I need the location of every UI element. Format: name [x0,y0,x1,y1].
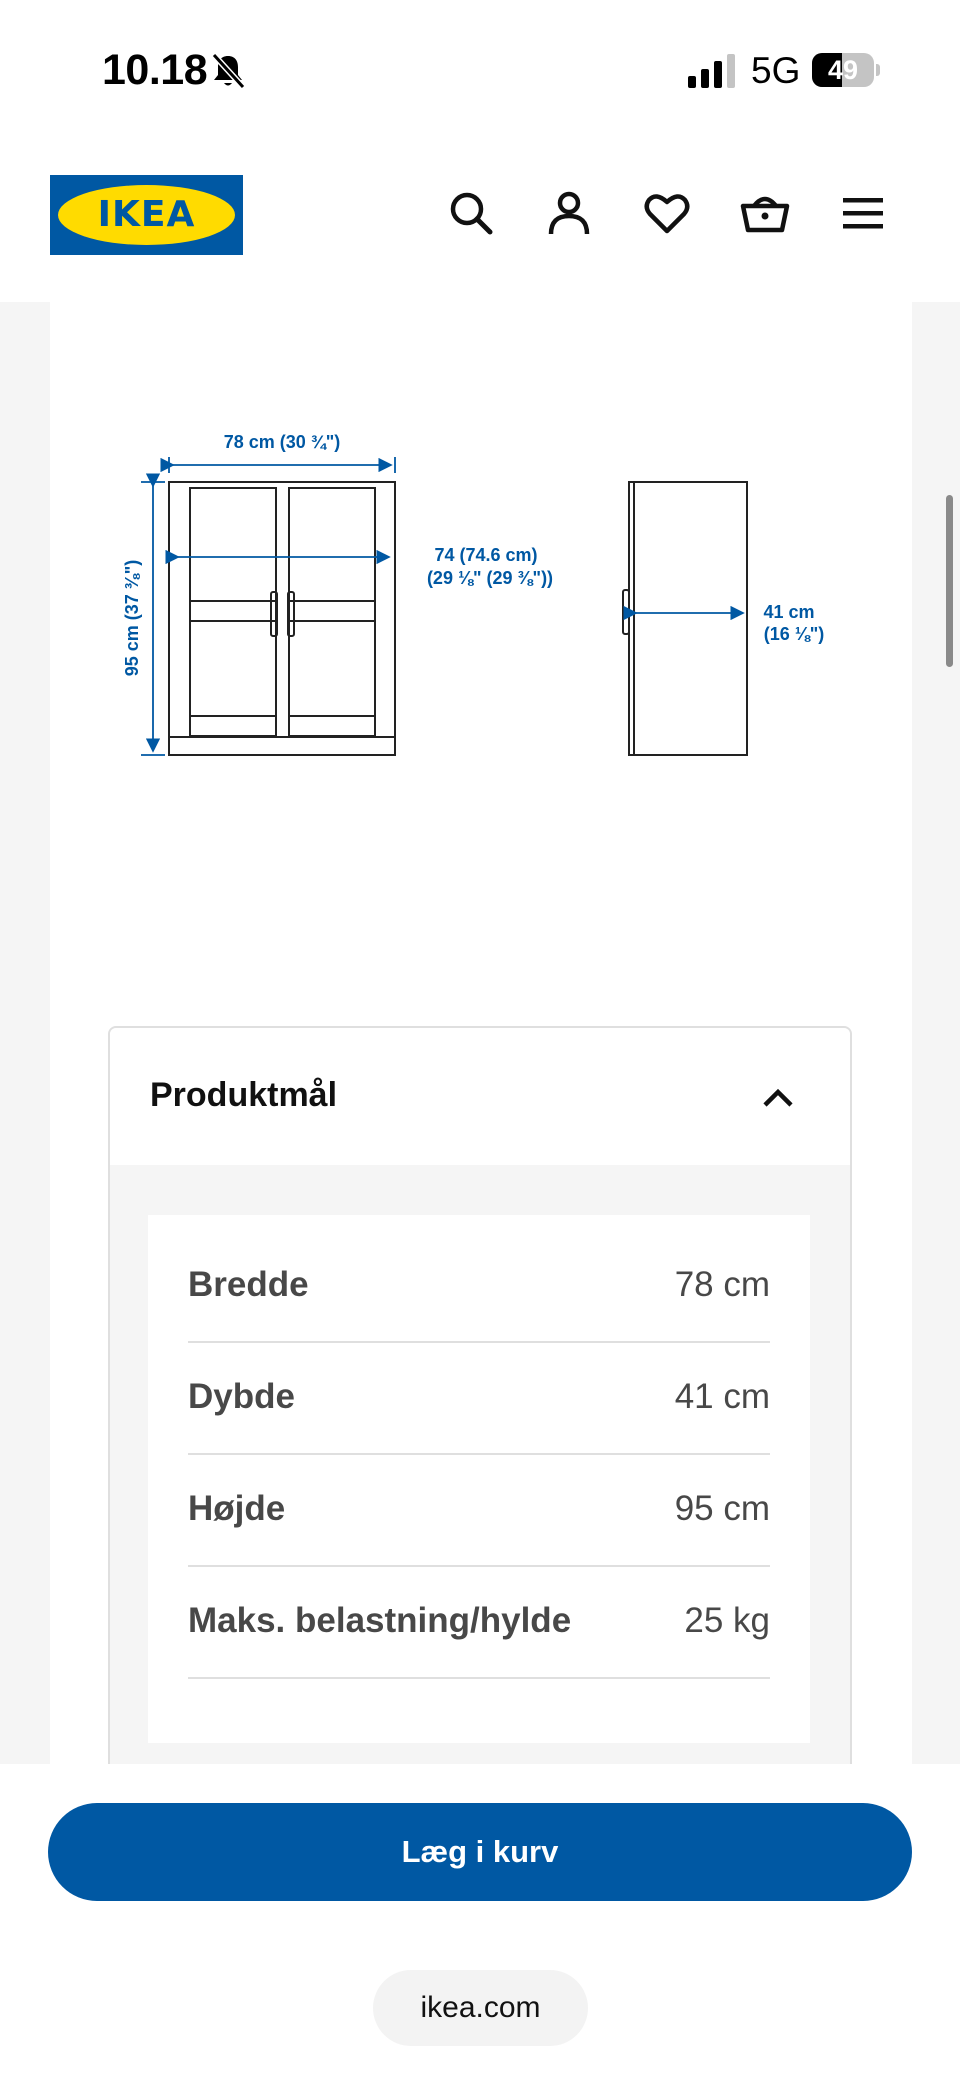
status-bar [0,0,960,140]
dimension-label: Maks. belastning/hylde [188,1601,572,1640]
ikea-logo[interactable]: IKEA ® [50,175,243,255]
inner-width-label-line1: 74 (74.6 cm) [434,545,538,565]
dimension-value: 78 cm [674,1265,770,1304]
dimension-row [188,1455,770,1567]
accordion-title: Produktmål [150,1076,338,1114]
chevron-up-icon [762,1087,794,1109]
battery-icon [812,53,880,87]
dimension-row [188,1343,770,1455]
dimension-label: Højde [188,1489,286,1528]
accordion-header[interactable] [110,1028,850,1165]
inner-width-label-line2: (29 ⅛" (29 ⅜")) [426,568,554,588]
basket-icon [740,190,790,236]
scrollbar-thumb[interactable] [946,495,953,667]
account-icon [546,190,592,236]
menu-icon [841,196,885,230]
dimension-row [188,1567,770,1679]
depth-label-line1: 41 cm [763,602,815,622]
height-dimension-label: 95 cm (37 ⅜") [122,559,142,677]
site-header [0,140,960,302]
battery-level: 49 [827,55,859,85]
dimension-value: 95 cm [674,1489,770,1528]
dimensions-diagram [115,425,845,770]
network-label: 5G [751,50,801,91]
account-button[interactable] [539,183,599,243]
search-button[interactable] [441,183,501,243]
favourites-button[interactable] [637,183,697,243]
depth-label-line2: (16 ⅛") [763,624,825,644]
dimension-label: Bredde [188,1265,309,1304]
menu-button[interactable] [833,183,893,243]
add-to-cart-button[interactable]: Læg i kurv [48,1803,912,1901]
accordion-toggle[interactable] [758,1078,798,1118]
basket-button[interactable] [735,183,795,243]
cabinet-front-view [169,482,395,755]
dimensions-list [148,1215,810,1743]
status-time: 10.18 [102,46,208,94]
bottom-action-bar [0,1764,960,2081]
dimension-value: 41 cm [674,1377,770,1416]
cabinet-side-view [623,482,747,755]
search-icon [448,190,494,236]
bell-slash-icon [210,52,246,90]
browser-url-bar[interactable]: ikea.com [373,1970,588,2046]
product-dimensions-accordion [108,1026,852,1786]
heart-icon [644,191,690,235]
dimension-value: 25 kg [684,1601,770,1640]
cellular-signal-icon [688,54,738,88]
dimension-label: Dybde [188,1377,295,1416]
dimension-row [188,1231,770,1343]
width-dimension-label: 78 cm (30 ¾") [223,432,341,452]
logo-text: IKEA [97,194,196,235]
